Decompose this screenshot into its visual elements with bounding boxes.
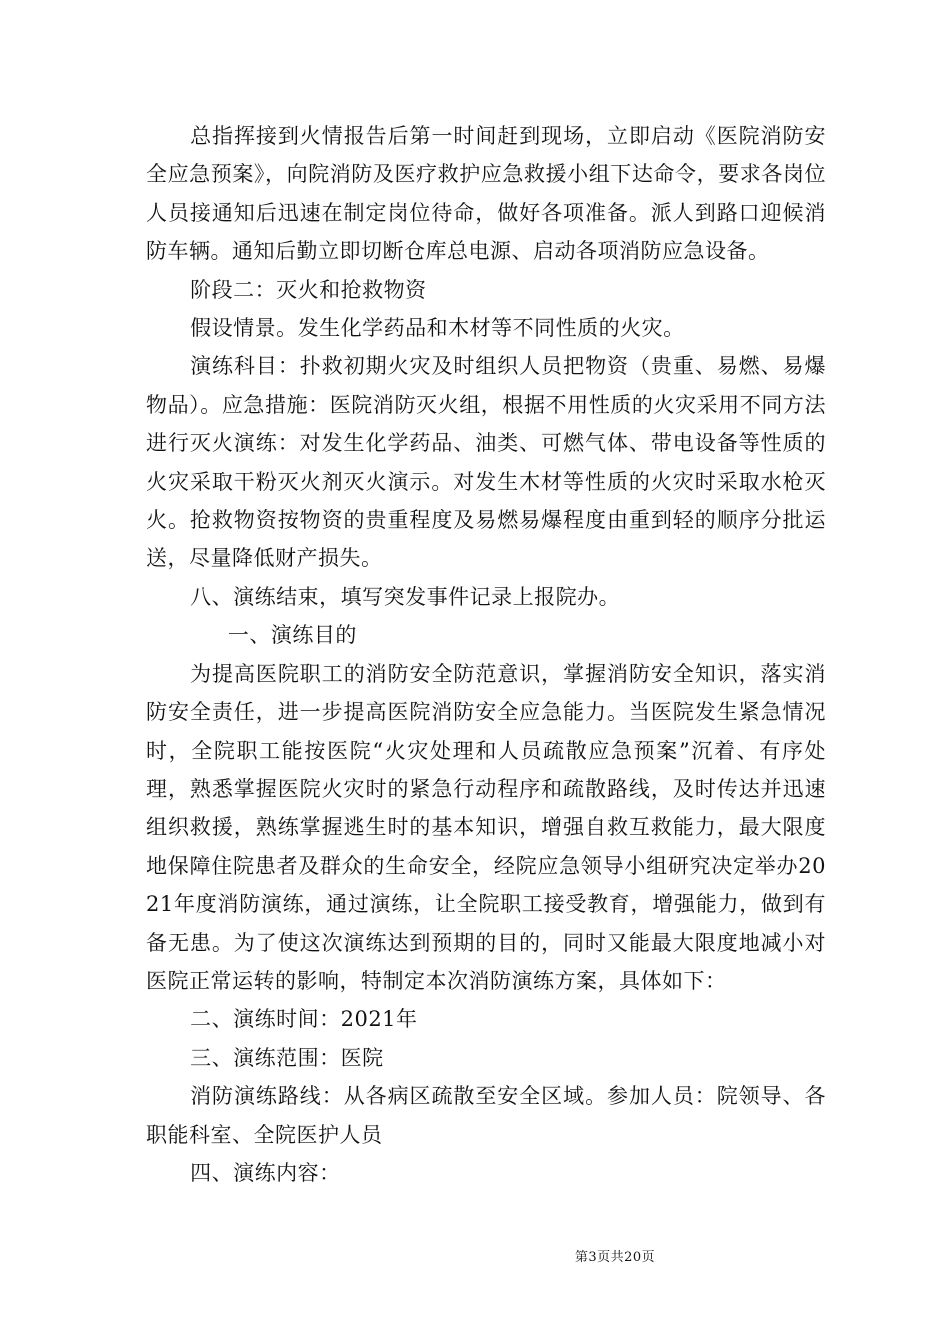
paragraph-5: 八、演练结束，填写突发事件记录上报院办。 xyxy=(190,584,621,609)
paragraph-8: 二、演练时间：2021年 xyxy=(190,1007,418,1032)
page-number: 第3页共20页 xyxy=(574,1250,656,1265)
paragraph-7: 为提高医院职工的消防安全防范意识，掌握消防安全知识，落实消防安全责任，进一步提高医院消防安全应急能力。当医院发生紧急情况时，全院职工能按医院“火灾处理和人员疏散应急预案”沉着、有序处理，熟悉掌握医院火灾时的紧急行动程序和疏散路线，及时传达并迅速组织救援，熟练掌握逃生时的基本知识，增强自救互救能力，最大限度地保障住院患者及群众的生命安全，经院应急领导小组研究决定举办2021年度消防演练，通过演练，让全院职工接受教育，增强能力，做到有备无患。为了使这次演练达到预期的目的，同时又能最大限度地减小对医院正常运转的影响，特制定本次消防演练方案，具体如下： xyxy=(146,661,826,993)
paragraph-3: 假设情景。发生化学药品和木材等不同性质的火灾。 xyxy=(190,316,685,341)
paragraph-4: 演练科目：扑救初期火灾及时组织人员把物资（贵重、易燃、易爆物品）。应急措施：医院消防灭火组，根据不用性质的火灾采用不同方法进行灭火演练：对发生化学药品、油类、可燃气体、带电设备等性质的火灾采取干粉灭火剂灭火演示。对发生木材等性质的火灾时采取水枪灭火。抢救物资按物资的贵重程度及易燃易爆程度由重到轻的顺序分批运送，尽量降低财产损失。 xyxy=(146,354,826,571)
section-heading-purpose: 一、演练目的 xyxy=(227,623,357,648)
document-body xyxy=(146,117,826,1192)
page-footer xyxy=(0,1246,950,1265)
paragraph-2: 阶段二：灭火和抢救物资 xyxy=(190,277,427,302)
paragraph-10: 消防演练路线：从各病区疏散至安全区域。参加人员：院领导、各职能科室、全院医护人员 xyxy=(146,1084,826,1147)
paragraph-11: 四、演练内容： xyxy=(190,1160,341,1185)
paragraph-1: 总指挥接到火情报告后第一时间赶到现场，立即启动《医院消防安全应急预案》，向院消防及医疗救护应急救援小组下达命令，要求各岗位人员接通知后迅速在制定岗位待命，做好各项准备。派人到路口迎候消防车辆。通知后勤立即切断仓库总电源、启动各项消防应急设备。 xyxy=(146,124,826,264)
paragraph-9: 三、演练范围：医院 xyxy=(190,1045,384,1070)
